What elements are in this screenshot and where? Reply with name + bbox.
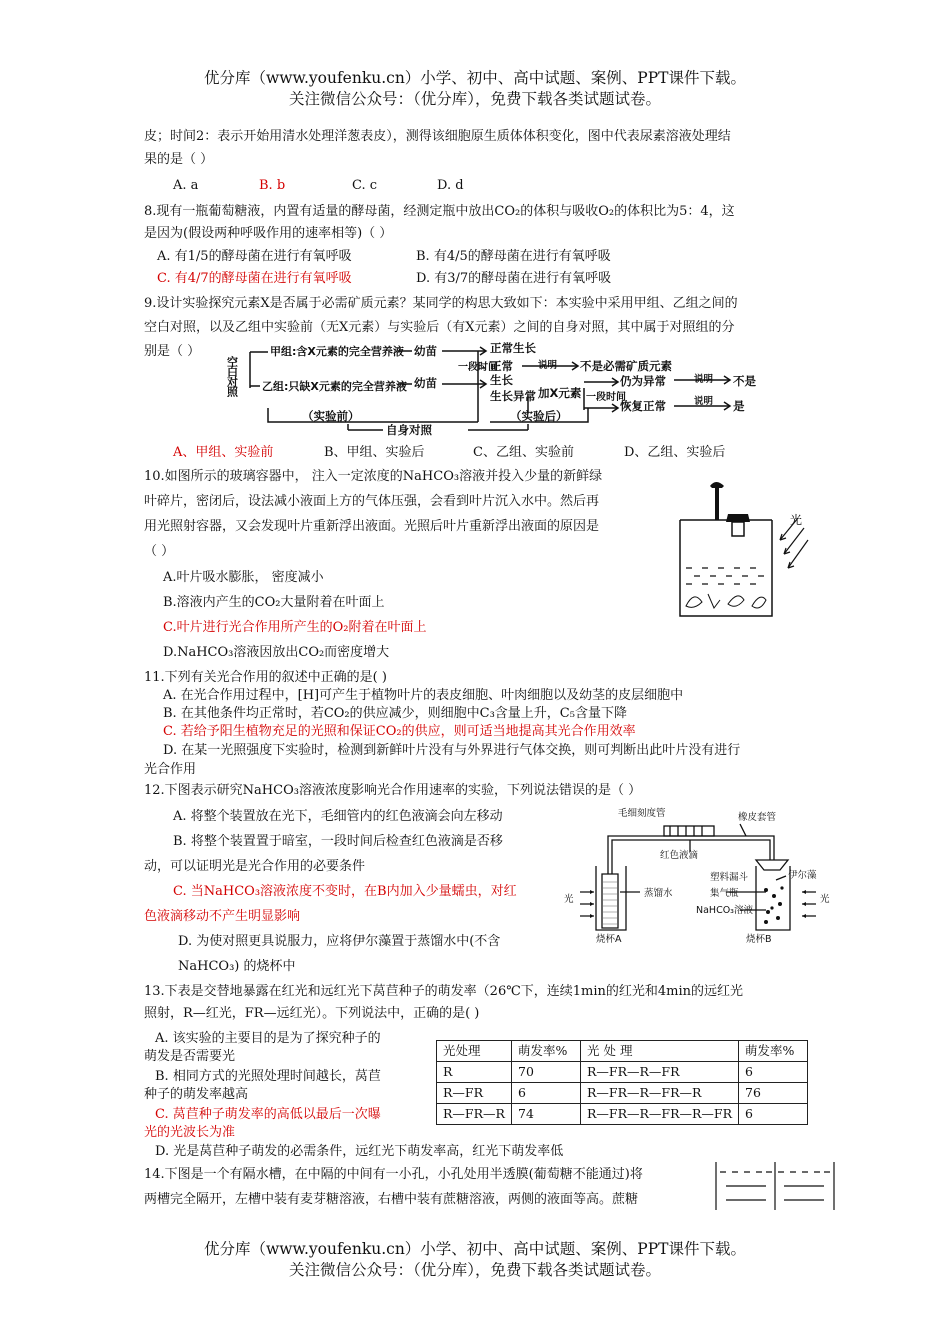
table-cell: 6 <box>739 1104 808 1125</box>
q10-stem-3: 用光照射容器，又会发现叶片重新浮出液面。光照后叶片重新浮出液面的原因是 <box>144 519 600 534</box>
diagram-before: （实验前） <box>302 409 360 423</box>
q10-stem-4: （ ） <box>144 544 175 559</box>
table-cell: 6 <box>739 1062 808 1083</box>
q12-option-a: A. 将整个装置放在光下，毛细管内的红色液滴会向左移动 <box>173 809 503 824</box>
q10-stem-2: 叶碎片，密闭后，设法减小液面上方的气体压强，会看到叶片沉入水中。然后再 <box>144 494 600 509</box>
diagram-still-abnormal: 仍为异常 <box>620 374 666 388</box>
q12-option-d-2: NaHCO₃) 的烧杯中 <box>178 959 296 974</box>
q9-stem-1: 9.设计实验探究元素X是否属于必需矿质元素？某同学的构思大致如下：本实验中采用甲组、乙组之间的 <box>144 296 738 311</box>
q11-option-a: A. 在光合作用过程中，[H]可产生于植物叶片的表皮细胞、叶肉细胞以及幼茎的皮层细胞中 <box>163 688 684 703</box>
q8-option-d: D. 有3/7的酵母菌在进行有氧呼吸 <box>416 271 612 286</box>
label-solution: NaHCO₃溶液 <box>696 905 753 916</box>
diagram-add-x: 加X元素 <box>538 386 582 400</box>
diagram-blank-control-label: 空白对照 <box>225 356 239 396</box>
table-row <box>437 1062 808 1083</box>
label-beaker-b: 烧杯B <box>746 934 772 945</box>
table-cell: R—FR—R—FR <box>581 1062 739 1083</box>
q13-option-c-1: C. 莴苣种子萌发率的高低以最后一次曝 <box>155 1107 381 1122</box>
q12-option-b-1: B. 将整个装置置于暗室，一段时间后检查红色液滴是否移 <box>173 834 503 849</box>
q7-continuation-1: 皮；时间2：表示开始用清水处理洋葱表皮），测得该细胞原生质体体积变化，图中代表尿素溶液处理结 <box>144 129 731 144</box>
diagram-after: （实验后） <box>510 409 568 423</box>
q8-stem-1: 8.现有一瓶葡萄糖液，内置有适量的酵母菌，经测定瓶中放出CO₂的体积与吸收O₂的体积比为5：4，这 <box>144 204 735 219</box>
label-light-right: 光 <box>820 894 830 905</box>
q13-germination-table <box>436 1040 808 1125</box>
q7-continuation-2: 果的是（ ） <box>144 152 214 167</box>
q12-option-b-2: 动，可以证明光是光合作用的必要条件 <box>144 859 366 874</box>
table-cell: R—FR <box>437 1083 512 1104</box>
table-cell: 74 <box>512 1104 581 1125</box>
table-header-row <box>437 1041 808 1062</box>
q11-option-d-1: D. 在某一光照强度下实验时，检测到新鲜叶片没有与外界进行气体交换，则可判断出此叶片没有进行 <box>163 743 741 758</box>
table-cell: R—FR—R—FR—R <box>581 1083 739 1104</box>
table-row <box>437 1083 808 1104</box>
label-rubber-tube: 橡皮套管 <box>738 812 777 823</box>
diagram-not-is: 不是 <box>733 374 756 388</box>
label-red-drop: 红色液滴 <box>660 850 699 861</box>
label-beaker-a: 烧杯A <box>596 934 622 945</box>
q13-option-a-2: 萌发是否需要光 <box>144 1049 236 1064</box>
q9-option-d: D、乙组、实验后 <box>624 445 726 460</box>
table-header-cell: 光处理 <box>437 1041 512 1062</box>
q8-option-b: B. 有4/5的酵母菌在进行有氧呼吸 <box>416 249 611 264</box>
label-capillary: 毛细刻度管 <box>618 808 666 819</box>
q10-option-d: D.NaHCO₃溶液因放出CO₂而密度增大 <box>163 645 390 660</box>
q11-stem: 11.下列有关光合作用的叙述中正确的是( ) <box>144 670 387 685</box>
table-cell: 70 <box>512 1062 581 1083</box>
q9-experiment-diagram <box>225 338 768 438</box>
q13-stem-2: 照射，R—红光，FR—远红光）。下列说法中，正确的是( ) <box>144 1006 480 1021</box>
label-distilled-water: 蒸馏水 <box>644 888 673 899</box>
diagram-explain-1: 说明 <box>538 360 558 371</box>
table-cell: 6 <box>512 1083 581 1104</box>
q12-stem: 12.下图表示研究NaHCO₃溶液浓度影响光合作用速率的实验，下列说法错误的是（ ） <box>144 783 642 798</box>
diagram-jia-group: 甲组:含X元素的完全营养液 <box>270 345 404 358</box>
q13-option-c-2: 光的光波长为准 <box>144 1125 236 1140</box>
q11-option-c: C. 若给予阳生植物充足的光照和保证CO₂的供应，则可适当地提高其光合作用效率 <box>163 724 636 739</box>
diagram-normal: 正常 <box>490 359 513 373</box>
footer-line-2: 关注微信公众号：（优分库），免费下载各类试题试卷。 <box>288 1261 661 1279</box>
q12-option-c-2: 色液滴移动不产生明显影响 <box>144 909 301 924</box>
diagram-one-period-1: 一段时间 <box>458 362 498 373</box>
q13-option-a-1: A. 该实验的主要目的是为了探究种子的 <box>155 1031 381 1046</box>
q14-stem-2: 两槽完全隔开，左槽中装有麦芽糖溶液，右槽中装有蔗糖溶液，两侧的液面等高。蔗糖 <box>144 1192 639 1207</box>
q10-light-label: 光 <box>790 513 803 527</box>
q13-option-b-1: B. 相同方式的光照处理时间越长，莴苣 <box>155 1069 381 1084</box>
label-funnel: 塑料漏斗 <box>710 872 749 883</box>
q10-glass-container-diagram <box>676 478 811 623</box>
q13-option-d: D. 光是莴苣种子萌发的必需条件，远红光下萌发率高，红光下萌发率低 <box>155 1144 564 1159</box>
footer-line-1: 优分库（www.youfenku.cn）小学、初中、高中试题、案例、PPT课件下载。 <box>203 1240 747 1258</box>
q9-stem-2: 空白对照，以及乙组中实验前（无X元素）与实验后（有X元素）之间的自身对照，其中属于对照组的分 <box>144 320 735 335</box>
q11-option-d-2: 光合作用 <box>144 762 197 777</box>
diagram-explain-3: 说明 <box>694 396 714 407</box>
q9-option-a: A、甲组、实验前 <box>173 445 274 460</box>
table-header-cell: 萌发率% <box>512 1041 581 1062</box>
q7-option-a: A. a <box>173 178 199 193</box>
diagram-growth-abnormal: 生长异常 <box>490 389 536 403</box>
q7-option-d: D. d <box>437 178 464 193</box>
q14-stem-1: 14.下图是一个有隔水槽，在中隔的中间有一小孔，小孔处用半透膜(葡萄糖不能通过)将 <box>144 1167 643 1182</box>
diagram-seedling-2: 幼苗 <box>414 376 437 390</box>
table-header-cell: 光 处 理 <box>581 1041 739 1062</box>
q12-option-c-1: C. 当NaHCO₃溶液浓度不变时，在B内加入少量蠕虫，对红 <box>173 884 517 899</box>
table-cell: R—FR—R—FR—R—FR <box>581 1104 739 1125</box>
q10-option-c: C.叶片进行光合作用所产生的O₂附着在叶面上 <box>163 620 427 635</box>
q13-option-b-2: 种子的萌发率越高 <box>144 1087 249 1102</box>
table-row <box>437 1104 808 1125</box>
diagram-is: 是 <box>733 399 745 413</box>
diagram-explain-2: 说明 <box>694 374 714 385</box>
table-cell: R <box>437 1062 512 1083</box>
q11-option-b: B. 在其他条件均正常时，若CO₂的供应减少，则细胞中C₃含量上升，C₅含量下降 <box>163 706 627 721</box>
diagram-not-essential: 不是必需矿质元素 <box>580 359 672 373</box>
diagram-normal-growth: 正常生长 <box>490 341 536 355</box>
diagram-growth: 生长 <box>490 373 513 387</box>
q8-option-c: C. 有4/7的酵母菌在进行有氧呼吸 <box>157 271 352 286</box>
diagram-one-period-2: 一段时间 <box>586 392 626 403</box>
q13-stem-1: 13.下表是交替地暴露在红光和远红光下莴苣种子的萌发率（26℃下，连续1min的红光和4min的远红光 <box>144 984 744 999</box>
label-elodea: 伊尔藻 <box>788 870 817 881</box>
diagram-self-control: 自身对照 <box>386 423 432 437</box>
table-cell: 76 <box>739 1083 808 1104</box>
q8-stem-2: 是因为(假设两种呼吸作用的速率相等)（ ） <box>144 226 393 241</box>
q10-stem-1: 10.如图所示的玻璃容器中， 注入一定浓度的NaHCO₃溶液并投入少量的新鲜绿 <box>144 469 603 484</box>
q9-option-c: C、乙组、实验前 <box>473 445 574 460</box>
diagram-recover: 恢复正常 <box>620 399 666 413</box>
label-gas-bottle: 集气瓶 <box>710 888 739 899</box>
header-line-1: 优分库（www.youfenku.cn）小学、初中、高中试题、案例、PPT课件下载。 <box>203 69 747 87</box>
q8-option-a: A. 有1/5的酵母菌在进行有氧呼吸 <box>157 249 352 264</box>
q9-option-b: B、甲组、实验后 <box>324 445 425 460</box>
header-line-2: 关注微信公众号：（优分库），免费下载各类试题试卷。 <box>288 90 661 108</box>
q10-option-a: A.叶片吸水膨胀， 密度减小 <box>163 570 324 585</box>
q7-option-c: C. c <box>352 178 378 193</box>
diagram-seedling-1: 幼苗 <box>414 344 437 358</box>
label-light-left: 光 <box>564 894 574 905</box>
q10-option-b: B.溶液内产生的CO₂大量附着在叶面上 <box>163 595 385 610</box>
q14-water-tank-diagram <box>712 1160 838 1212</box>
table-cell: R—FR—R <box>437 1104 512 1125</box>
q9-stem-3: 别是（ ） <box>144 344 201 359</box>
q7-option-b: B. b <box>259 178 286 193</box>
diagram-yi-group: 乙组:只缺X元素的完全营养液 <box>262 380 407 393</box>
table-header-cell: 萌发率% <box>739 1041 808 1062</box>
q12-option-d-1: D. 为使对照更具说服力，应将伊尔藻置于蒸馏水中(不含 <box>178 934 501 949</box>
q12-apparatus-diagram <box>560 800 835 950</box>
